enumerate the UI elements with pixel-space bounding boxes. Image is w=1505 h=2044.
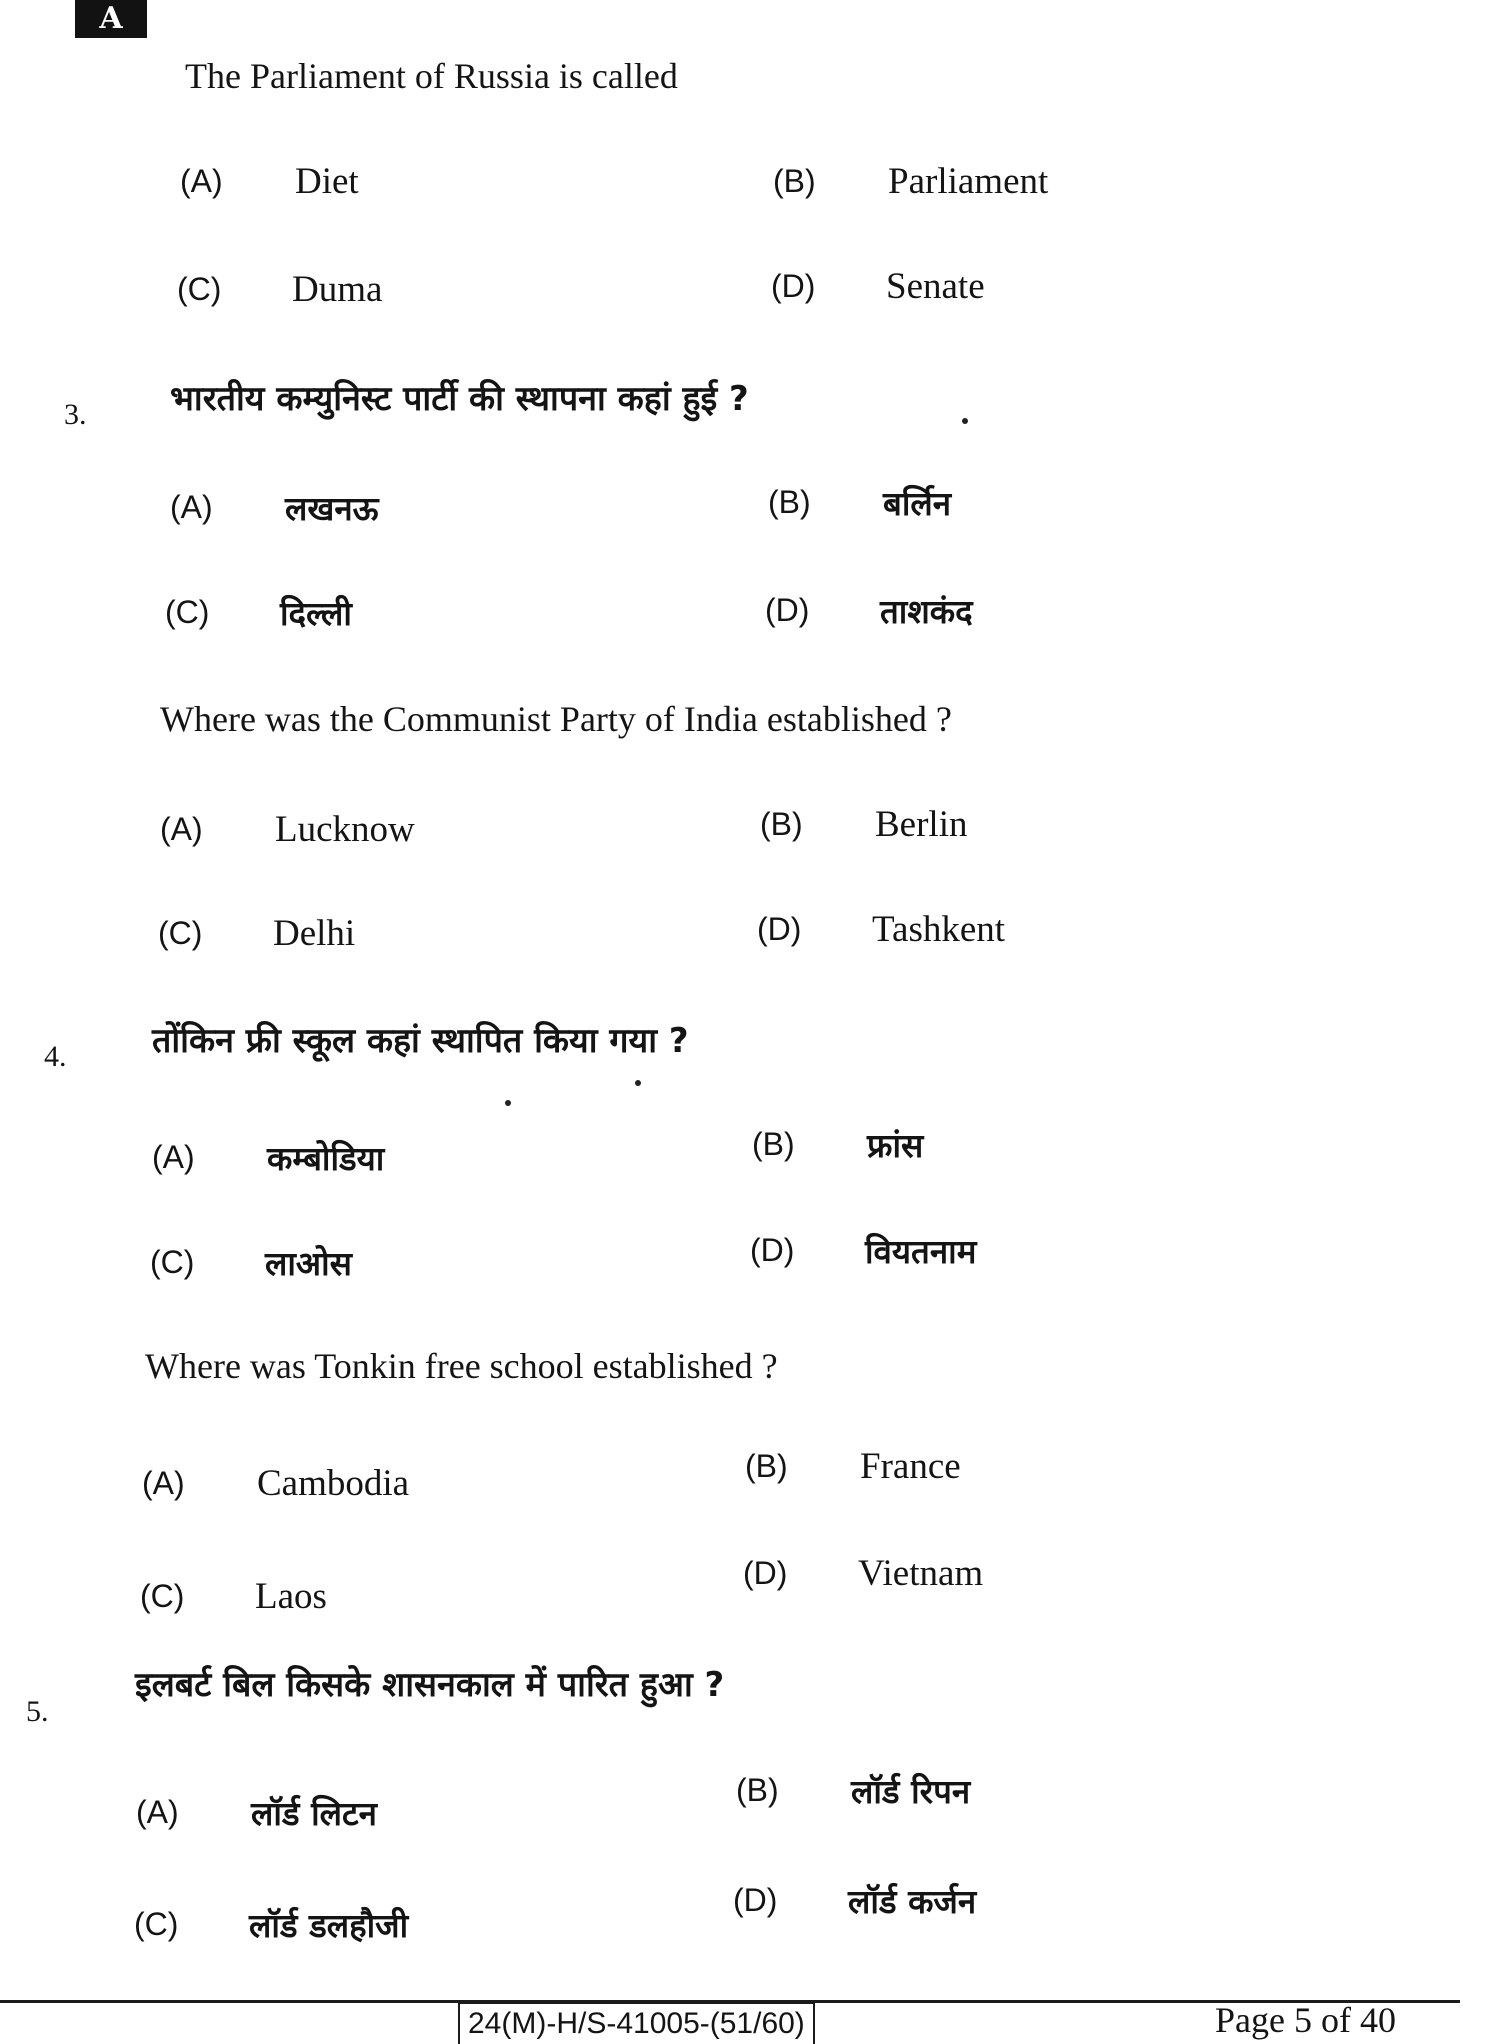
option-value: Parliament	[888, 161, 1049, 202]
option-value: Senate	[886, 266, 985, 307]
option-key: (A)	[180, 163, 223, 199]
option-key: (B)	[752, 1126, 795, 1162]
section-badge: A	[75, 0, 147, 38]
option-key: (A)	[152, 1139, 195, 1175]
speck	[635, 1080, 641, 1086]
option-key: (B)	[760, 806, 803, 842]
option-key: (A)	[142, 1465, 185, 1501]
option-key: (C)	[158, 915, 203, 951]
option-value: Vietnam	[858, 1553, 984, 1594]
option-value: दिल्ली	[280, 594, 352, 633]
option-key: (D)	[743, 1555, 788, 1591]
option-value: लॉर्ड लिटन	[251, 1794, 377, 1833]
speck	[962, 418, 968, 424]
option-b	[760, 803, 967, 846]
option-value: Laos	[255, 1576, 327, 1617]
option-value: वियतनाम	[865, 1232, 977, 1271]
option-key: (D)	[750, 1232, 795, 1268]
option-value: लखनऊ	[285, 489, 379, 528]
option-value: कम्बोडिया	[267, 1139, 385, 1178]
option-a	[142, 1462, 409, 1505]
option-a	[152, 1135, 384, 1180]
question-text: तोंकिन फ्री स्कूल कहां स्थापित किया गया ?	[152, 1021, 689, 1061]
option-key: (B)	[736, 1772, 779, 1808]
option-value: लॉर्ड रिपन	[851, 1772, 971, 1811]
option-value: ताशकंद	[880, 592, 973, 631]
option-b	[768, 480, 951, 525]
option-b	[745, 1445, 961, 1488]
option-value: Delhi	[273, 913, 356, 954]
option-key: (B)	[768, 484, 811, 520]
option-value: Cambodia	[257, 1463, 410, 1504]
question-text: भारतीय कम्युनिस्ट पार्टी की स्थापना कहां हुई ?	[170, 379, 749, 419]
option-c	[134, 1902, 408, 1947]
option-value: Tashkent	[872, 909, 1006, 950]
option-key: (C)	[177, 271, 222, 307]
option-b	[773, 160, 1048, 203]
option-value: Diet	[295, 161, 359, 202]
option-d	[765, 588, 973, 633]
option-key: (A)	[160, 811, 203, 847]
option-c	[177, 268, 382, 311]
question-number: 5.	[26, 1695, 49, 1728]
option-key: (C)	[150, 1244, 195, 1280]
option-value: Lucknow	[275, 809, 415, 850]
question-text: The Parliament of Russia is called	[185, 56, 678, 96]
option-key: (C)	[140, 1578, 185, 1614]
option-value: लाओस	[265, 1244, 352, 1283]
option-a	[160, 808, 415, 851]
option-key: (D)	[757, 911, 802, 947]
option-key: (B)	[745, 1448, 788, 1484]
option-value: Duma	[292, 269, 383, 310]
option-value: लॉर्ड कर्जन	[848, 1882, 977, 1921]
option-key: (C)	[134, 1906, 179, 1942]
option-value: France	[860, 1446, 961, 1487]
option-a	[136, 1790, 377, 1835]
option-value: Berlin	[875, 804, 968, 845]
option-b	[736, 1768, 970, 1813]
option-a	[180, 160, 359, 203]
option-value: फ्रांस	[867, 1126, 924, 1165]
option-c	[140, 1575, 327, 1618]
question-number: 4.	[44, 1040, 67, 1073]
question-text: Where was the Communist Party of India established ?	[160, 699, 952, 739]
option-value: लॉर्ड डलहौजी	[249, 1906, 409, 1945]
option-key: (D)	[765, 592, 810, 628]
option-a	[170, 485, 379, 530]
question-number: 3.	[64, 398, 87, 431]
option-key: (D)	[733, 1882, 778, 1918]
option-d	[750, 1228, 976, 1273]
page-number: Page 5 of 40	[1215, 2000, 1396, 2040]
paper-code: 24(M)-H/S-41005-(51/60)	[458, 2002, 815, 2044]
option-key: (A)	[136, 1794, 179, 1830]
option-c	[158, 912, 355, 955]
option-value: बर्लिन	[883, 484, 952, 523]
option-c	[150, 1240, 352, 1285]
question-text: Where was Tonkin free school established ?	[145, 1346, 778, 1386]
option-d	[733, 1878, 976, 1923]
option-key: (B)	[773, 163, 816, 199]
option-b	[752, 1122, 923, 1167]
option-c	[165, 590, 352, 635]
option-d	[757, 908, 1005, 951]
option-key: (A)	[170, 489, 213, 525]
question-text: इलबर्ट बिल किसके शासनकाल में पारित हुआ ?	[135, 1665, 725, 1705]
speck	[505, 1100, 511, 1106]
option-key: (D)	[771, 268, 816, 304]
option-d	[743, 1552, 983, 1595]
option-key: (C)	[165, 594, 210, 630]
option-d	[771, 265, 985, 308]
